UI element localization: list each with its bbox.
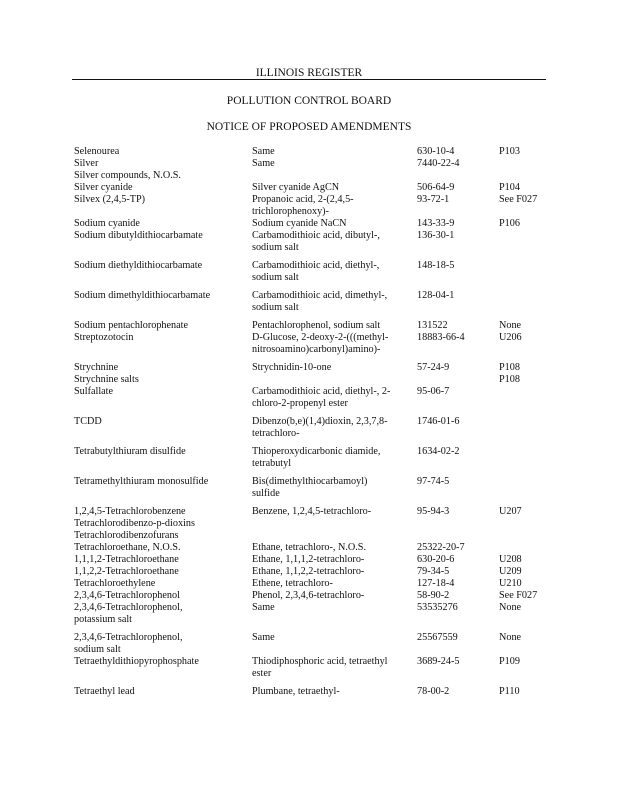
- chemical-synonym-line: tetrachloro-: [252, 428, 300, 439]
- waste-code: [499, 542, 544, 554]
- waste-code: P109: [499, 656, 520, 667]
- constituent-name-line: potassium salt: [74, 614, 133, 625]
- chemical-synonym: [252, 602, 417, 626]
- chemical-synonym-line: Ethene, tetrachloro-: [252, 578, 333, 589]
- chemical-synonym: [252, 230, 417, 254]
- constituent-name: [74, 170, 252, 182]
- chemical-synonym-line: Carbamodithioic acid, dimethyl-,: [252, 290, 388, 301]
- cas-number: 7440-22-4: [417, 158, 460, 169]
- chemical-synonym: [252, 386, 417, 410]
- constituent-name-line: Silver: [74, 158, 99, 169]
- cas-number: [417, 530, 499, 542]
- constituent-name: [74, 530, 252, 542]
- constituent-name-line: 1,1,2,2-Tetrachloroethane: [74, 566, 179, 577]
- waste-code: U206: [499, 332, 522, 343]
- waste-code: U208: [499, 554, 522, 565]
- chemical-synonym-line: sodium salt: [252, 302, 299, 313]
- cas-number: 25322-20-7: [417, 542, 465, 553]
- cas-number: [417, 374, 499, 386]
- constituent-name-line: Tetrabutylthiuram disulfide: [74, 446, 186, 457]
- cas-number: 58-90-2: [417, 590, 450, 601]
- chemical-synonym-line: sodium salt: [252, 242, 299, 253]
- cas-number: 630-10-4: [417, 146, 455, 157]
- table-row: [74, 518, 544, 530]
- table-row: [74, 146, 544, 158]
- constituent-name-line: Tetrachlorodibenzo-p-dioxins: [74, 518, 195, 529]
- waste-code: P110: [499, 686, 520, 697]
- hazardous-constituents-table: [74, 146, 544, 698]
- cas-number: 506-64-9: [417, 182, 455, 193]
- chemical-synonym-line: ester: [252, 668, 272, 679]
- constituent-name-line: Strychnine: [74, 362, 119, 373]
- chemical-synonym-line: Sodium cyanide NaCN: [252, 218, 347, 229]
- table-row: [74, 356, 544, 374]
- waste-code: U209: [499, 566, 522, 577]
- chemical-synonym-line: Carbamodithioic acid, diethyl-,: [252, 260, 380, 271]
- constituent-name: [74, 470, 252, 500]
- chemical-synonym-line: Dibenzo(b,e)(1,4)dioxin, 2,3,7,8-: [252, 416, 388, 427]
- chemical-synonym-line: Phenol, 2,3,4,6-tetrachloro-: [252, 590, 365, 601]
- table-row: [74, 440, 544, 470]
- constituent-name-line: Sodium cyanide: [74, 218, 140, 229]
- cas-number: 1634-02-2: [417, 446, 460, 457]
- table-body: [74, 146, 544, 698]
- table-row: [74, 680, 544, 698]
- constituent-name: [74, 146, 252, 158]
- chemical-synonym-line: Carbamodithioic acid, diethyl-, 2-: [252, 386, 391, 397]
- chemical-synonym: [252, 284, 417, 314]
- chemical-synonym: [252, 146, 417, 158]
- table-row: [74, 284, 544, 314]
- table-row: [74, 374, 544, 386]
- chemical-synonym: [252, 170, 417, 182]
- constituent-name: [74, 410, 252, 440]
- constituent-name-line: Sulfallate: [74, 386, 114, 397]
- waste-code: [499, 284, 544, 314]
- constituent-name: [74, 194, 252, 218]
- chemical-synonym-line: Same: [252, 632, 275, 643]
- header-rule: [72, 79, 546, 80]
- constituent-name: [74, 578, 252, 590]
- register-title: ILLINOIS REGISTER: [255, 67, 363, 79]
- constituent-name: [74, 542, 252, 554]
- chemical-synonym: [252, 410, 417, 440]
- constituent-name-line: TCDD: [74, 416, 102, 427]
- table-row: [74, 530, 544, 542]
- waste-code: [499, 530, 544, 542]
- constituent-name-line: 2,3,4,6-Tetrachlorophenol: [74, 590, 180, 601]
- constituent-name: [74, 554, 252, 566]
- cas-number: 143-33-9: [417, 218, 455, 229]
- chemical-synonym-line: tetrabutyl: [252, 458, 292, 469]
- chemical-synonym: [252, 194, 417, 218]
- waste-code: [499, 410, 544, 440]
- chemical-synonym: [252, 254, 417, 284]
- table-row: [74, 158, 544, 170]
- table-row: [74, 254, 544, 284]
- cas-number: 136-30-1: [417, 230, 455, 241]
- table-row: [74, 194, 544, 218]
- constituent-name: [74, 356, 252, 374]
- chemical-synonym: [252, 314, 417, 332]
- table-row: [74, 332, 544, 356]
- chemical-synonym-line: Strychnidin-10-one: [252, 362, 332, 373]
- waste-code: None: [499, 632, 522, 643]
- constituent-name-line: Silvex (2,4,5-TP): [74, 194, 146, 205]
- constituent-name: [74, 680, 252, 698]
- chemical-synonym: [252, 590, 417, 602]
- cas-number: 630-20-6: [417, 554, 455, 565]
- chemical-synonym-line: nitrosoamino)carbonyl)amino)-: [252, 344, 381, 355]
- constituent-name-line: Tetraethyl lead: [74, 686, 135, 697]
- table-row: [74, 170, 544, 182]
- waste-code: P108: [499, 374, 520, 385]
- constituent-name-line: Silver compounds, N.O.S.: [74, 170, 181, 181]
- chemical-synonym-line: Plumbane, tetraethyl-: [252, 686, 340, 697]
- cas-number: 95-06-7: [417, 386, 450, 397]
- notice-title: NOTICE OF PROPOSED AMENDMENTS: [206, 121, 412, 133]
- waste-code: [499, 170, 544, 182]
- waste-code: P104: [499, 182, 520, 193]
- constituent-name-line: Sodium diethyldithiocarbamate: [74, 260, 203, 271]
- constituent-name: [74, 656, 252, 680]
- chemical-synonym-line: Silver cyanide AgCN: [252, 182, 340, 193]
- board-title: POLLUTION CONTROL BOARD: [226, 95, 392, 107]
- cas-number: 25567559: [417, 632, 458, 643]
- chemical-synonym: [252, 332, 417, 356]
- cas-number: 57-24-9: [417, 362, 450, 373]
- chemical-synonym: [252, 530, 417, 542]
- waste-code: U207: [499, 506, 522, 517]
- cas-number: 93-72-1: [417, 194, 450, 205]
- table-row: [74, 554, 544, 566]
- waste-code: See F027: [499, 590, 538, 601]
- table-row: [74, 218, 544, 230]
- waste-code: [499, 518, 544, 530]
- chemical-synonym-line: Propanoic acid, 2-(2,4,5-: [252, 194, 354, 205]
- waste-code: P103: [499, 146, 520, 157]
- waste-code: [499, 470, 544, 500]
- constituent-name: [74, 374, 252, 386]
- constituent-name-line: Sodium dimethyldithiocarbamate: [74, 290, 211, 301]
- table-row: [74, 566, 544, 578]
- cas-number: 78-00-2: [417, 686, 450, 697]
- cas-number: 53535276: [417, 602, 458, 613]
- waste-code: [499, 158, 544, 170]
- chemical-synonym-line: Carbamodithioic acid, dibutyl-,: [252, 230, 380, 241]
- chemical-synonym: [252, 554, 417, 566]
- chemical-synonym-line: trichlorophenoxy)-: [252, 206, 329, 217]
- constituent-name: [74, 566, 252, 578]
- waste-code: [499, 230, 544, 254]
- cas-number: [417, 518, 499, 530]
- chemical-synonym-line: Bis(dimethylthiocarbamoyl): [252, 476, 368, 487]
- constituent-name-line: Silver cyanide: [74, 182, 133, 193]
- cas-number: 97-74-5: [417, 476, 450, 487]
- constituent-name-line: Tetrachloroethylene: [74, 578, 156, 589]
- waste-code: P108: [499, 362, 520, 373]
- constituent-name: [74, 440, 252, 470]
- chemical-synonym: [252, 680, 417, 698]
- constituent-name: [74, 254, 252, 284]
- cas-number: 148-18-5: [417, 260, 455, 271]
- cas-number: 131522: [417, 320, 448, 331]
- chemical-synonym-line: Ethane, tetrachloro-, N.O.S.: [252, 542, 367, 553]
- chemical-synonym: [252, 500, 417, 518]
- chemical-synonym-line: D-Glucose, 2-deoxy-2-(((methyl-: [252, 332, 389, 343]
- constituent-name-line: Tetrachlorodibenzofurans: [74, 530, 179, 541]
- chemical-synonym-line: Ethane, 1,1,1,2-tetrachloro-: [252, 554, 365, 565]
- chemical-synonym: [252, 626, 417, 656]
- cas-number: 128-04-1: [417, 290, 455, 301]
- constituent-name-line: 1,1,1,2-Tetrachloroethane: [74, 554, 179, 565]
- constituent-name: [74, 500, 252, 518]
- table-row: [74, 386, 544, 410]
- chemical-synonym-line: sodium salt: [252, 272, 299, 283]
- table-row: [74, 314, 544, 332]
- constituent-name-line: Streptozotocin: [74, 332, 134, 343]
- cas-number: 127-18-4: [417, 578, 455, 589]
- constituent-name: [74, 386, 252, 410]
- constituent-name-line: Sodium dibutyldithiocarbamate: [74, 230, 203, 241]
- waste-code: [499, 386, 544, 410]
- waste-code: [499, 254, 544, 284]
- constituent-name-line: Sodium pentachlorophenate: [74, 320, 189, 331]
- constituent-name: [74, 230, 252, 254]
- chemical-synonym: [252, 518, 417, 530]
- table-row: [74, 602, 544, 626]
- constituent-name-line: sodium salt: [74, 644, 121, 655]
- constituent-name-line: Tetrachloroethane, N.O.S.: [74, 542, 181, 553]
- chemical-synonym-line: Pentachlorophenol, sodium salt: [252, 320, 381, 331]
- chemical-synonym: [252, 656, 417, 680]
- table-row: [74, 470, 544, 500]
- constituent-name: [74, 518, 252, 530]
- waste-code: [499, 440, 544, 470]
- chemical-synonym-line: sulfide: [252, 488, 280, 499]
- chemical-synonym-line: Same: [252, 146, 275, 157]
- waste-code: None: [499, 602, 522, 613]
- chemical-synonym: [252, 566, 417, 578]
- chemical-synonym-line: Thiodiphosphoric acid, tetraethyl: [252, 656, 388, 667]
- cas-number: [417, 170, 499, 182]
- constituent-name: [74, 602, 252, 626]
- chemical-synonym-line: chloro-2-propenyl ester: [252, 398, 348, 409]
- constituent-name: [74, 182, 252, 194]
- chemical-synonym: [252, 182, 417, 194]
- chemical-synonym-line: Same: [252, 158, 275, 169]
- constituent-name-line: 2,3,4,6-Tetrachlorophenol,: [74, 602, 183, 613]
- constituent-name: [74, 284, 252, 314]
- table-row: [74, 578, 544, 590]
- constituent-name: [74, 314, 252, 332]
- chemical-synonym: [252, 440, 417, 470]
- cas-number: 3689-24-5: [417, 656, 460, 667]
- cas-number: 18883-66-4: [417, 332, 465, 343]
- cas-number: 95-94-3: [417, 506, 450, 517]
- table-row: [74, 590, 544, 602]
- waste-code: P106: [499, 218, 520, 229]
- chemical-synonym-line: Ethane, 1,1,2,2-tetrachloro-: [252, 566, 365, 577]
- chemical-synonym: [252, 578, 417, 590]
- constituent-name-line: Tetraethyldithiopyrophosphate: [74, 656, 199, 667]
- chemical-synonym: [252, 470, 417, 500]
- waste-code: See F027: [499, 194, 538, 205]
- chemical-synonym: [252, 218, 417, 230]
- table-row: [74, 182, 544, 194]
- chemical-synonym: [252, 374, 417, 386]
- constituent-name-line: Tetramethylthiuram monosulfide: [74, 476, 209, 487]
- constituent-name-line: 2,3,4,6-Tetrachlorophenol,: [74, 632, 183, 643]
- table-row: [74, 410, 544, 440]
- waste-code: None: [499, 320, 522, 331]
- chemical-synonym-line: Benzene, 1,2,4,5-tetrachloro-: [252, 506, 372, 517]
- table-row: [74, 230, 544, 254]
- table-row: [74, 500, 544, 518]
- constituent-name: [74, 590, 252, 602]
- constituent-name: [74, 626, 252, 656]
- chemical-synonym: [252, 158, 417, 170]
- constituent-name: [74, 218, 252, 230]
- chemical-synonym: [252, 542, 417, 554]
- constituent-name-line: 1,2,4,5-Tetrachlorobenzene: [74, 506, 186, 517]
- table-row: [74, 626, 544, 656]
- constituent-name-line: Selenourea: [74, 146, 120, 157]
- cas-number: 1746-01-6: [417, 416, 460, 427]
- constituent-name: [74, 332, 252, 356]
- waste-code: U210: [499, 578, 522, 589]
- constituent-name: [74, 158, 252, 170]
- chemical-synonym-line: Thioperoxydicarbonic diamide,: [252, 446, 381, 457]
- constituent-name-line: Strychnine salts: [74, 374, 139, 385]
- chemical-synonym: [252, 356, 417, 374]
- cas-number: 79-34-5: [417, 566, 450, 577]
- chemical-synonym-line: Same: [252, 602, 275, 613]
- table-row: [74, 542, 544, 554]
- table-row: [74, 656, 544, 680]
